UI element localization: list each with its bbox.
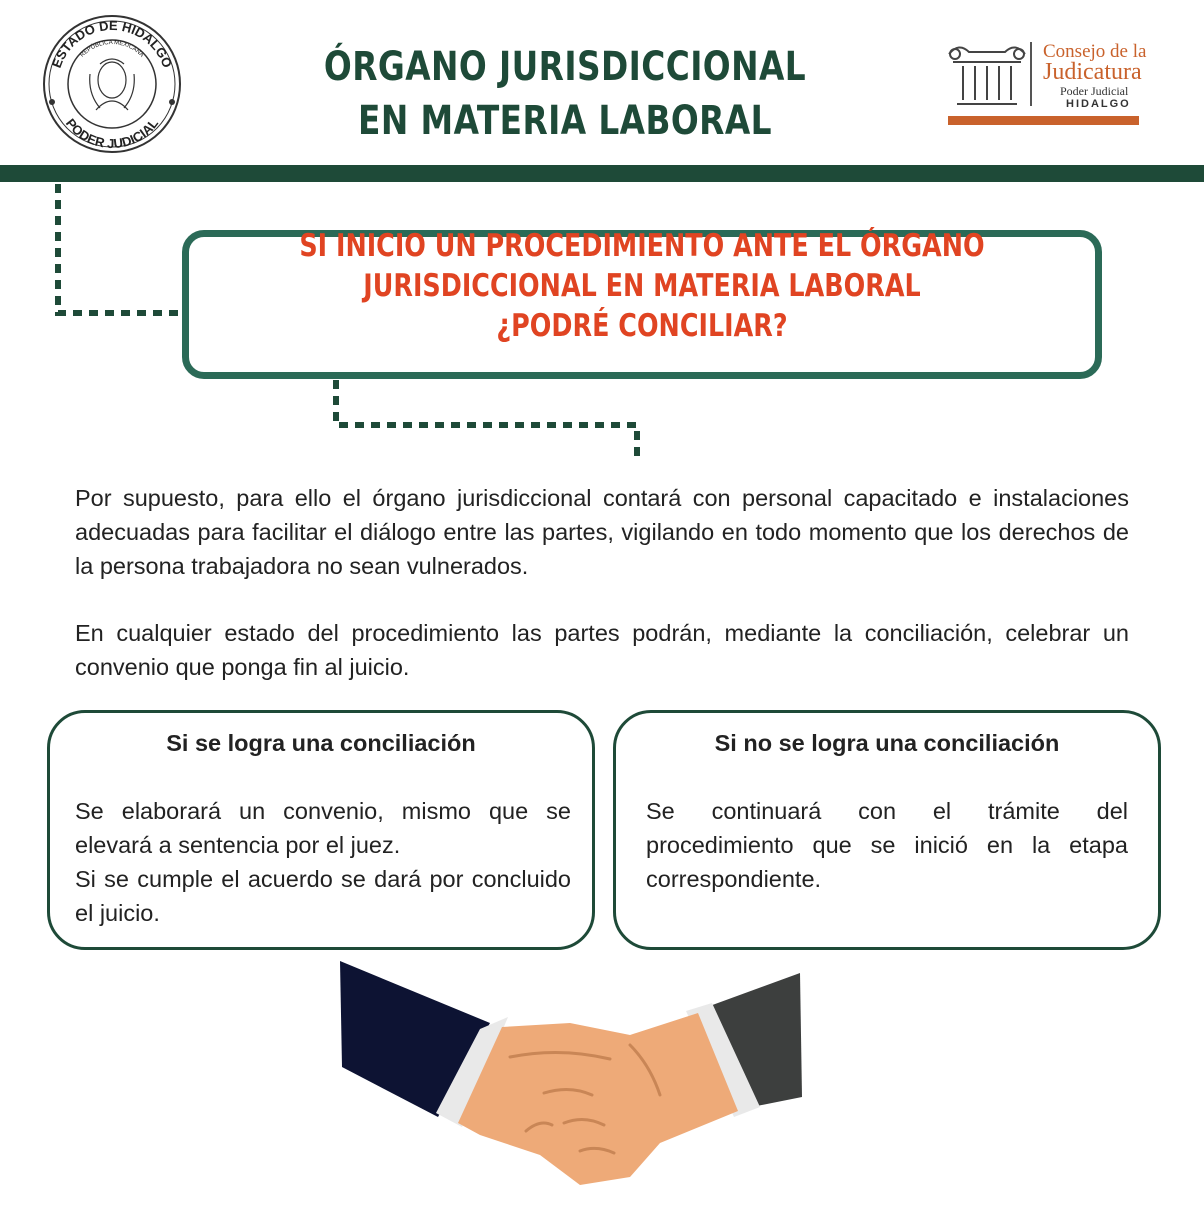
question-line-2: JURISDICCIONAL EN MATERIA LABORAL: [363, 268, 921, 304]
card-left-title: Si se logra una conciliación: [166, 730, 476, 756]
seal-small-text: REPÚBLICA MEXICANA: [79, 39, 145, 59]
card-right-title: Si no se logra una conciliación: [714, 730, 1060, 756]
paragraph-1: Por supuesto, para ello el órgano jurisdiccional contará con personal capacitado e instalaciones adecuadas para facilitar el diálogo entre las partes, vigilando en todo momento que los derechos de la persona trabajadora no sean vulnerados.: [75, 485, 1129, 579]
title-line-2: EN MATERIA LABORAL: [358, 98, 772, 144]
seal-bottom-text: PODER JUDICIAL: [62, 115, 162, 152]
logo-line-1: Consejo de la: [1043, 41, 1147, 62]
seal-top-text: ESTADO DE HIDALGO: [48, 17, 176, 70]
title-line-1: ÓRGANO JURISDICCIONAL: [323, 44, 807, 90]
question-line-1: SI INICIO UN PROCEDIMIENTO ANTE EL ÓRGANO: [299, 228, 985, 264]
logo-divider: [1030, 42, 1032, 106]
question-line-3: ¿PODRÉ CONCILIAR?: [496, 308, 788, 344]
svg-text:REPÚBLICA MEXICANA: [79, 40, 144, 59]
logo-line-2: Judicatura: [1043, 59, 1142, 85]
page-title: [290, 40, 839, 148]
header-rule: [0, 165, 1204, 182]
svg-text:PODER JUDICIAL: [63, 116, 161, 151]
card-right-body: Se continuará con el trámite del procedimiento que se inició en la etapa correspondiente.: [646, 798, 1128, 892]
handshake-icon: [330, 955, 810, 1195]
card-left-body-2: Si se cumple el acuerdo se dará por concluido el juicio.: [75, 866, 571, 926]
logo-bar: [948, 116, 1139, 125]
paragraph-2: En cualquier estado del procedimiento las partes podrán, mediante la conciliación, celebrar un convenio que ponga fin al juicio.: [75, 620, 1129, 680]
logo-line-4: HIDALGO: [1066, 98, 1131, 110]
question-heading: [265, 226, 1019, 346]
card-left-body-1: Se elaborará un convenio, mismo que se elevará a sentencia por el juez.: [75, 798, 571, 858]
logo-line-3: Poder Judicial: [1060, 84, 1129, 98]
seal-icon: [30, 14, 195, 154]
card-left-body: [75, 794, 571, 930]
